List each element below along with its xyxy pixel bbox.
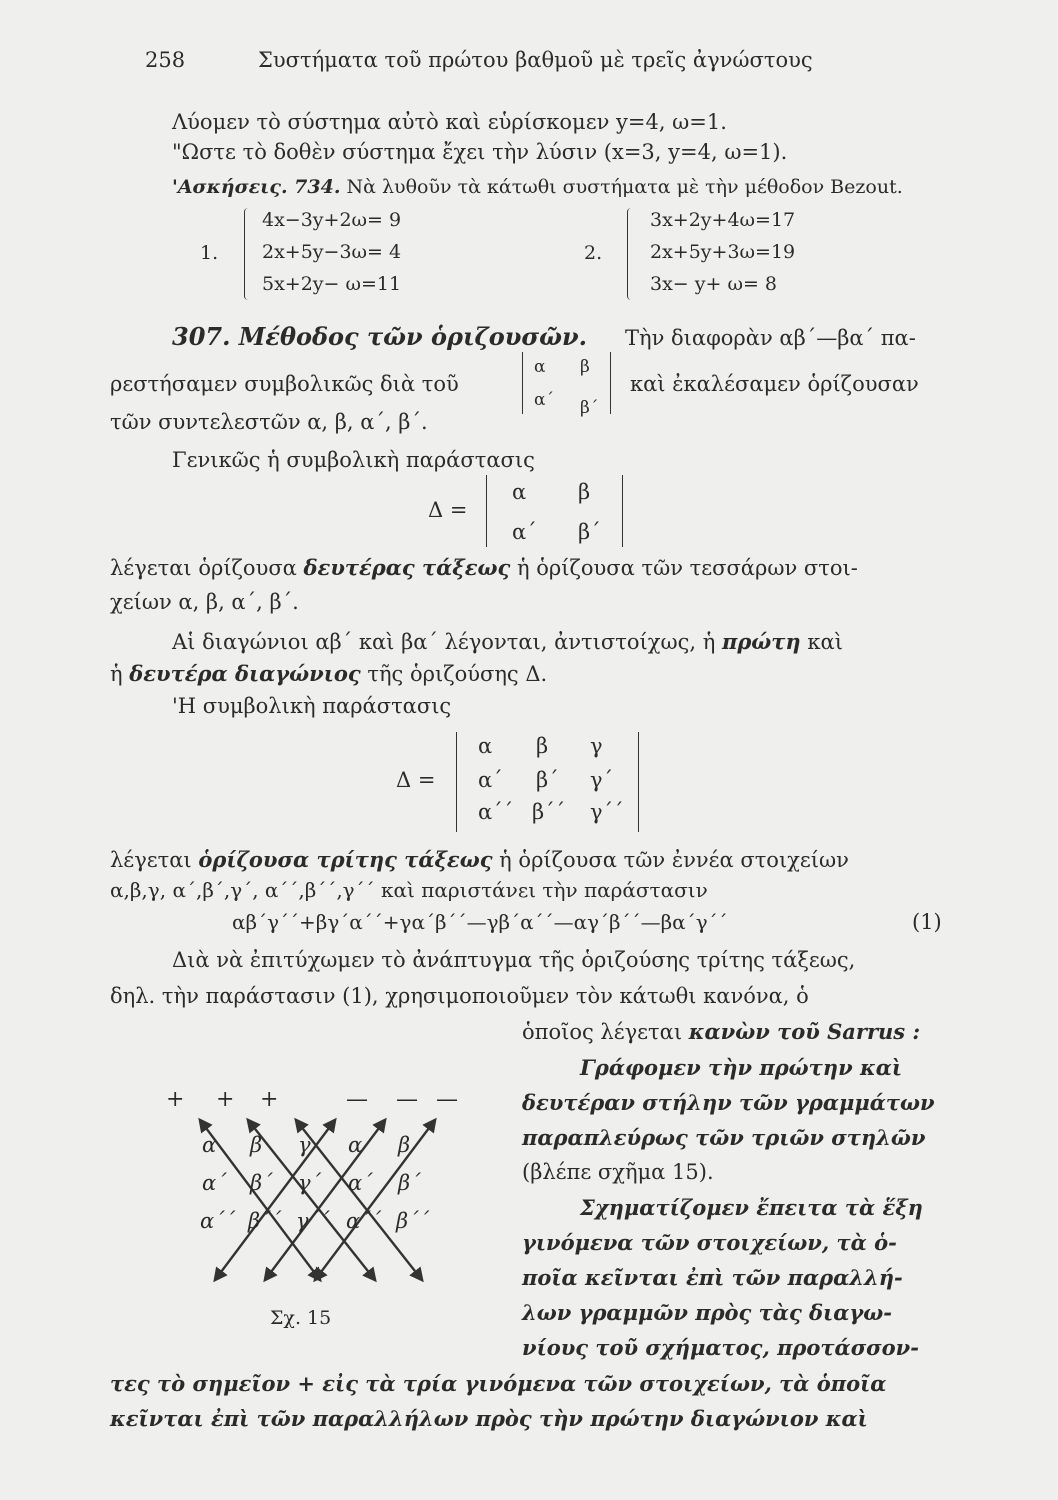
sarrus-r2-c3: γ΄ (298, 1171, 322, 1195)
small-matrix-a-prime: α΄ (534, 390, 554, 410)
p6-line-2: δηλ. τὴν παράστασιν (1), χρησιμοποιοῦμεν τὸν κάτωθι κανόνα, ὁ (110, 984, 809, 1008)
p5-b: ὁρίζουσα τρίτης τάξεως (198, 847, 493, 872)
det3-cell-5: β΄ (536, 768, 559, 792)
small-matrix-b-prime: β΄ (580, 398, 599, 418)
p3-a: Αἱ διαγώνιοι αβ΄ καὶ βα΄ λέγονται, ἀντιστοίχως, ἡ (172, 630, 716, 654)
det2-cell-1: α (512, 480, 527, 504)
det3-lhs: Δ = (396, 768, 436, 792)
right-col-line-7: ποῖα κεῖνται ἐπὶ τῶν παραλλή- (522, 1265, 903, 1290)
right-col-line-4: (βλέπε σχῆμα 15). (522, 1160, 714, 1184)
sarrus-r1-c2: β (250, 1133, 263, 1157)
system-2-eq-1: 3x+2y+4ω=17 (650, 209, 796, 231)
p2-a: λέγεται ὁρίζουσα (110, 556, 297, 580)
formula-expression: αβ΄γ΄΄+βγ΄α΄΄+γα΄β΄΄—γβ΄α΄΄—αγ΄β΄΄—βα΄γ΄΄ (232, 910, 728, 934)
sarrus-figure (160, 1080, 460, 1290)
sarrus-r3-c4: α΄΄ (346, 1209, 382, 1233)
det3-cell-9: γ΄΄ (590, 800, 624, 824)
intro-line-1: Λύομεν τὸ σύστημα αὐτὸ καὶ εὑρίσκομεν y=4, ω=1. (172, 110, 727, 134)
p5-line-1 (110, 848, 849, 872)
figure-caption: Σχ. 15 (270, 1307, 332, 1329)
system-1-brace (244, 208, 253, 300)
system-2-eq-2: 2x+5y+3ω=19 (650, 241, 796, 263)
right-col-line-2: δευτέραν στήλην τῶν γραμμάτων (522, 1090, 935, 1115)
det3-cell-3: γ (590, 734, 603, 758)
section-p1-c: καὶ ἐκαλέσαμεν ὁρίζουσαν (630, 372, 919, 396)
det3-cell-2: β (536, 734, 549, 758)
small-matrix-a: α (534, 357, 546, 377)
system-2-number: 2. (584, 242, 603, 264)
small-matrix-left-bar (522, 352, 523, 414)
p2-c: ἡ ὁρίζουσα τῶν τεσσάρων στοι- (516, 556, 858, 580)
p5-c: ἡ ὁρίζουσα τῶν ἐννέα στοιχείων (499, 848, 849, 872)
p3-c: καὶ (807, 630, 843, 654)
det3-left-bar (456, 732, 457, 832)
sarrus-r2-c1: α΄ (202, 1171, 227, 1195)
right-col-line-9: νίους τοῦ σχήματος, προτάσσον- (522, 1335, 919, 1360)
sarrus-sign-1: + (166, 1087, 185, 1112)
p2-line-2: χείων α, β, α΄, β΄. (110, 590, 299, 614)
det3-cell-4: α΄ (478, 768, 503, 792)
section-heading: 307. Μέθοδος τῶν ὁριζουσῶν. (172, 322, 587, 351)
bottom-line-1: τες τὸ σημεῖον + εἰς τὰ τρία γινόμενα τῶν στοιχείων, τὰ ὁποῖα (110, 1371, 887, 1396)
sarrus-sign-6: — (436, 1087, 458, 1112)
sarrus-r1-c4: α (348, 1133, 363, 1157)
system-1-number: 1. (200, 242, 219, 264)
running-title: Συστήματα τοῦ πρώτου βαθμοῦ μὲ τρεῖς ἀγνώστους (258, 48, 813, 72)
det2-cell-3: α΄ (512, 520, 537, 544)
det3-cell-7: α΄΄ (478, 800, 514, 824)
det3-cell-6: γ΄ (590, 768, 614, 792)
det2-lhs: Δ = (428, 498, 468, 522)
intro-line-2: "Ωστε τὸ δοθὲν σύστημα ἔχει τὴν λύσιν (x=3, y=4, ω=1). (172, 140, 788, 164)
small-matrix-right-bar (610, 352, 611, 414)
system-1-eq-2: 2x+5y−3ω= 4 (262, 241, 402, 263)
system-1-eq-1: 4x−3y+2ω= 9 (262, 209, 402, 231)
p6-line-1: Διὰ νὰ ἐπιτύχωμεν τὸ ἀνάπτυγμα τῆς ὁριζούσης τρίτης τάξεως, (172, 948, 856, 972)
sarrus-r3-c2: β΄΄ (248, 1209, 282, 1233)
page-number: 258 (145, 48, 186, 72)
sarrus-sign-2: + (216, 1087, 235, 1112)
exercises-label (172, 175, 903, 199)
sarrus-sign-4: — (346, 1087, 368, 1112)
p5-a: λέγεται (110, 848, 192, 872)
p3-d: ἡ (110, 662, 123, 686)
p3-e: δευτέρα διαγώνιος (129, 661, 361, 686)
sarrus-sign-5: — (396, 1087, 418, 1112)
det2-left-bar (486, 475, 487, 547)
bottom-line-2: κεῖνται ἐπὶ τῶν παραλλήλων πρὸς τὴν πρώτην διαγώνιον καὶ (110, 1406, 868, 1431)
system-2-eq-3: 3x− y+ ω= 8 (650, 273, 777, 295)
p3-f: τῆς ὁριζούσης Δ. (367, 662, 548, 686)
right-col-line-5: Σχηματίζομεν ἔπειτα τὰ ἕξη (580, 1195, 923, 1220)
sarrus-r2-c2: β΄ (250, 1171, 273, 1195)
sarrus-line-minus-2 (265, 1120, 385, 1280)
sarrus-line-minus-3 (315, 1120, 435, 1280)
system-2-brace (627, 208, 636, 300)
p6-c: ὁποῖος λέγεται (522, 1020, 683, 1044)
p4-text: 'Η συμβολικὴ παράστασις (172, 694, 452, 718)
exercises-instruction: Νὰ λυθοῦν τὰ κάτωθι συστήματα μὲ τὴν μέθοδον Bezout. (346, 176, 903, 198)
sarrus-r2-c4: α΄ (348, 1171, 373, 1195)
p3-line-1 (172, 630, 843, 654)
section-p1-a: Τὴν διαφορὰν αβ΄—βα΄ πα- (625, 326, 916, 350)
det3-cell-8: β΄΄ (532, 800, 566, 824)
sarrus-r1-c3: γ (298, 1133, 311, 1157)
sarrus-r3-c1: α΄΄ (200, 1209, 236, 1233)
section-p1-d: τῶν συντελεστῶν α, β, α΄, β΄. (110, 410, 428, 434)
small-matrix-b: β (580, 357, 590, 377)
right-col-line-3: παραπλεύρως τῶν τριῶν στηλῶν (522, 1125, 926, 1150)
p3-line-2 (110, 662, 547, 686)
det3-right-bar (638, 732, 639, 832)
det2-cell-4: β΄ (578, 520, 601, 544)
right-col-line-8: λων γραμμῶν πρὸς τὰς διαγω- (522, 1300, 892, 1325)
system-1-eq-3: 5x+2y− ω=11 (262, 273, 402, 295)
generally-text: Γενικῶς ἡ συμβολικὴ παράστασις (172, 448, 535, 472)
p3-b: πρώτη (721, 629, 801, 654)
p2-b: δευτέρας τάξεως (303, 555, 511, 580)
exercises-label-text: 'Ασκήσεις. 734. (172, 176, 341, 198)
p2-line-1 (110, 556, 858, 580)
right-col-line-6: γινόμενα τῶν στοιχείων, τὰ ὁ- (522, 1230, 897, 1255)
det2-cell-2: β (578, 480, 591, 504)
sarrus-r1-c5: β (398, 1133, 411, 1157)
sarrus-line-minus-1 (215, 1120, 335, 1280)
right-col-line-1: Γράφομεν τὴν πρώτην καὶ (580, 1055, 903, 1080)
p6-d: κανὼν τοῦ Sarrus : (688, 1019, 921, 1044)
p5-line-2: α,β,γ, α΄,β΄,γ΄, α΄΄,β΄΄,γ΄΄ καὶ παριστάνει τὴν παράστασιν (110, 878, 708, 902)
section-p1-b: ρεστήσαμεν συμβολικῶς διὰ τοῦ (110, 372, 459, 396)
sarrus-r3-c5: β΄΄ (396, 1209, 430, 1233)
sarrus-r2-c5: β΄ (398, 1171, 421, 1195)
formula-number: (1) (912, 910, 942, 934)
sarrus-sign-3: + (260, 1087, 279, 1112)
sarrus-r3-c3: γ΄΄ (296, 1209, 330, 1233)
det3-cell-1: α (478, 734, 493, 758)
det2-right-bar (622, 475, 623, 547)
sarrus-r1-c1: α (202, 1133, 217, 1157)
p6-line-3 (522, 1020, 920, 1044)
